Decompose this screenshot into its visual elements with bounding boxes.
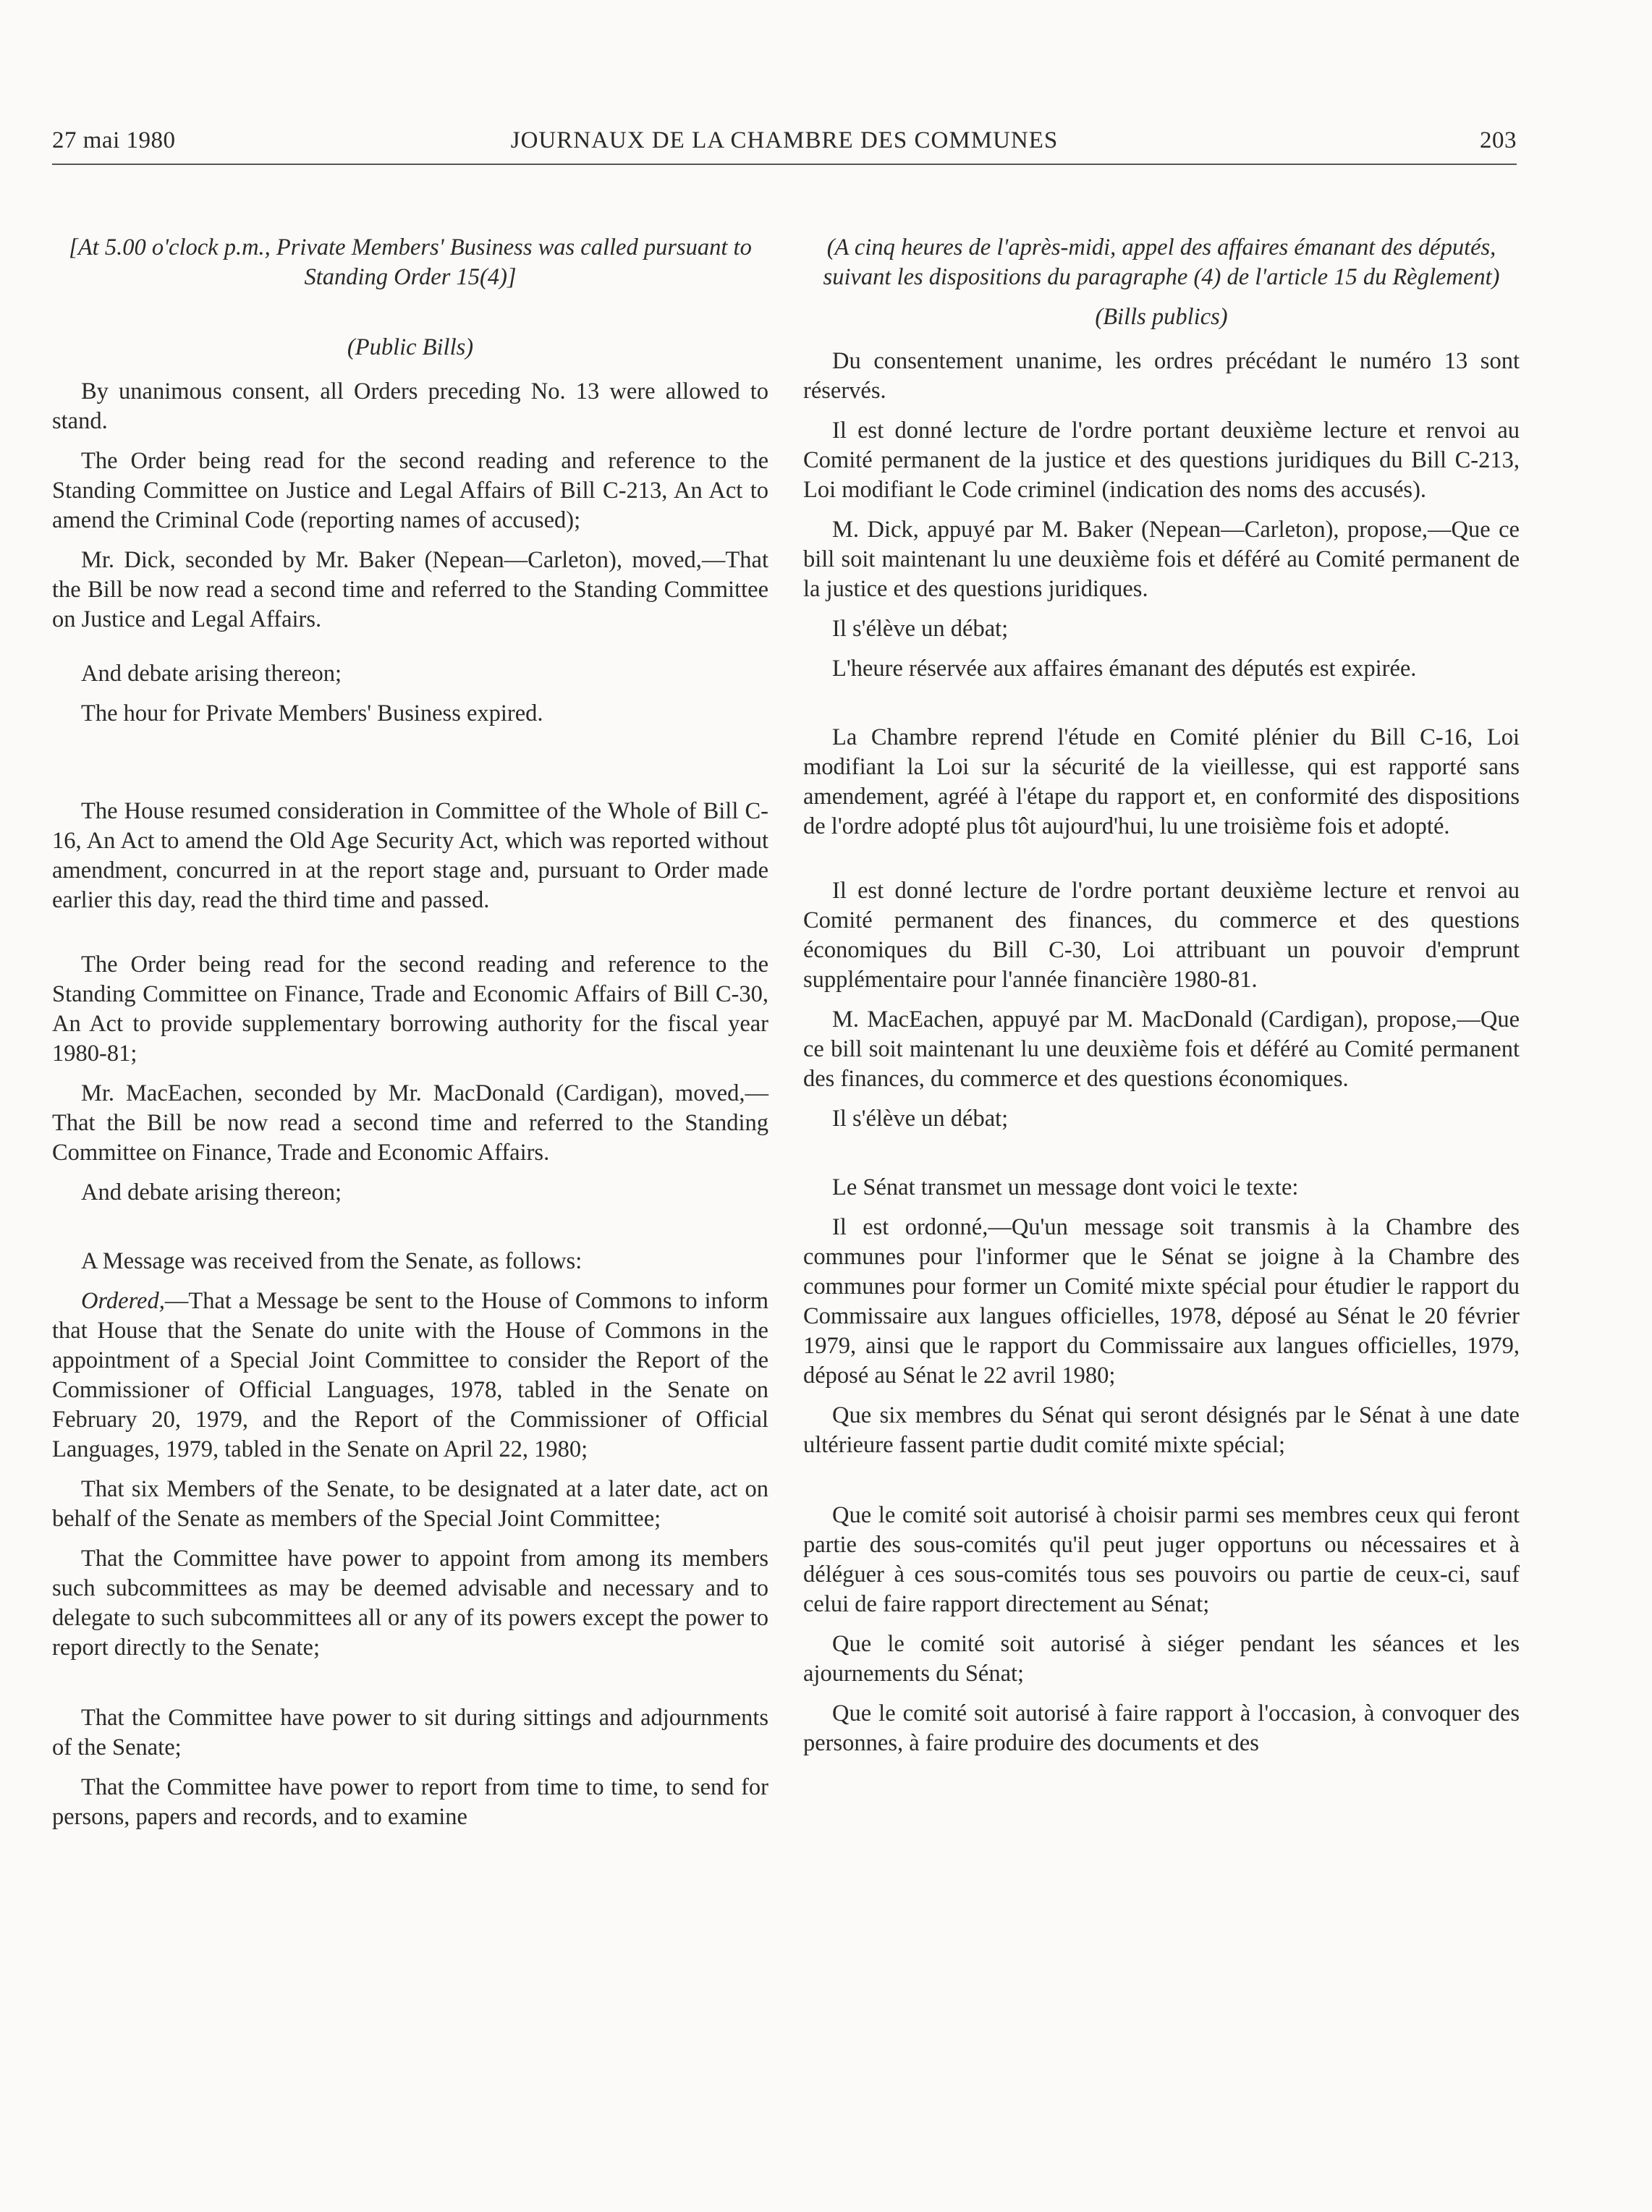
english-column — [52, 233, 768, 1832]
header-rule — [52, 164, 1517, 165]
fr-paragraph: Le Sénat transmet un message dont voici le texte: — [832, 1174, 1299, 1200]
page-number: 203 — [1480, 127, 1517, 153]
en-paragraph: And debate arising thereon; — [81, 661, 342, 687]
en-paragraph: By unanimous consent, all Orders preceding No. 13 were allowed to stand. — [52, 378, 768, 434]
en-subheading: (Public Bills) — [347, 334, 474, 360]
fr-paragraph: Il est donné lecture de l'ordre portant deuxième lecture et renvoi au Comité permanent de la justice et des questions juridiques du Bill C-213, Loi modifiant le Code criminel (indication des noms des accusés). — [803, 418, 1520, 503]
en-paragraph — [52, 1287, 768, 1465]
en-paragraph: That the Committee have power to appoint from among its members such subcommittees as may be deemed advisable and necessary and to delegate to such subcommittees all or any of its powers except the power to report directly to the Senate; — [52, 1546, 768, 1661]
en-paragraph: The hour for Private Members' Business expired. — [81, 700, 543, 726]
fr-paragraph: M. MacEachen, appuyé par M. MacDonald (Cardigan), propose,—Que ce bill soit maintenant lu une deuxième fois et déféré au Comité permanent des finances, du commerce et des questions économiques. — [803, 1007, 1520, 1092]
en-paragraph: The Order being read for the second reading and reference to the Standing Committee on Finance, Trade and Economic Affairs of Bill C-30, An Act to provide supplementary borrowing authority for the fiscal year 1980-81; — [52, 952, 768, 1067]
fr-paragraph: Du consentement unanime, les ordres précédant le numéro 13 sont réservés. — [803, 348, 1520, 404]
fr-paragraph: L'heure réservée aux affaires émanant des députés est expirée. — [832, 656, 1417, 682]
fr-subheading: (Bills publics) — [1095, 304, 1228, 330]
en-paragraph: The Order being read for the second reading and reference to the Standing Committee on Justice and Legal Affairs of Bill C-213, An Act to amend the Criminal Code (reporting names of accused); — [52, 448, 768, 533]
en-heading: [At 5.00 o'clock p.m., Private Members' Business was called pursuant to Standing Order 15(4)] — [69, 234, 752, 290]
fr-heading: (A cinq heures de l'après-midi, appel des affaires émanant des députés, suivant les dispositions du paragraphe (4) de l'article 15 du Règlement) — [823, 234, 1500, 290]
fr-paragraph: La Chambre reprend l'étude en Comité plénier du Bill C-16, Loi modifiant la Loi sur la sécurité de la vieillesse, qui est rapporté sans amendement, agréé à l'étape du rapport et, en conformité des dispositions de l'ordre adopté plus tôt aujourd'hui, lu une troisième fois et adopté. — [803, 724, 1520, 839]
fr-paragraph: Il s'élève un débat; — [832, 1106, 1009, 1132]
page-header — [52, 127, 1517, 161]
en-ordered-text: —That a Message be sent to the House of Commons to inform that House that the Senate do unite with the House of Commons in the appointment of a Special Joint Committee to consider the Report of the Commissioner of Official Languages, 1978, tabled in the Senate on February 20, 1979, and the Report of the Commissioner of Official Languages, 1979, tabled in the Senate on April 22, 1980; — [52, 1288, 768, 1462]
fr-paragraph: Que le comité soit autorisé à choisir parmi ses membres ceux qui feront partie des sous-comités qu'il peut juger opportuns ou nécessaires et à déléguer à ces sous-comités tous ses pouvoirs ou partie de ceux-ci, sauf celui de faire rapport directement au Sénat; — [803, 1502, 1520, 1617]
en-paragraph: That the Committee have power to sit during sittings and adjournments of the Senate; — [52, 1705, 768, 1760]
fr-paragraph: Que six membres du Sénat qui seront désignés par le Sénat à une date ultérieure fassent partie dudit comité mixte spécial; — [803, 1402, 1520, 1458]
header-title: JOURNAUX DE LA CHAMBRE DES COMMUNES — [510, 127, 1059, 153]
en-ordered-lead: Ordered, — [81, 1288, 165, 1314]
fr-paragraph: Il s'élève un débat; — [832, 616, 1009, 642]
en-paragraph: A Message was received from the Senate, as follows: — [81, 1248, 583, 1274]
en-paragraph: Mr. MacEachen, seconded by Mr. MacDonald (Cardigan), moved,—That the Bill be now read a second time and referred to the Standing Committee on Finance, Trade and Economic Affairs. — [52, 1080, 768, 1166]
header-date: 27 mai 1980 — [52, 127, 176, 153]
fr-paragraph: Il est donné lecture de l'ordre portant deuxième lecture et renvoi au Comité permanent des finances, du commerce et des questions économiques du Bill C-30, Loi attribuant un pouvoir d'emprunt supplémentaire pour l'année financière 1980-81. — [803, 878, 1520, 993]
fr-paragraph: Il est ordonné,—Qu'un message soit transmis à la Chambre des communes pour l'informer que le Sénat se joigne à la Chambre des communes pour former un Comité mixte spécial pour étudier le rapport du Commissaire aux langues officielles, 1978, déposé au Sénat le 20 février 1979, ainsi que le rapport du Commissaire aux langues officielles, 1979, déposé au Sénat le 22 avril 1980; — [803, 1214, 1520, 1389]
fr-paragraph: Que le comité soit autorisé à siéger pendant les séances et les ajournements du Sénat; — [803, 1631, 1520, 1687]
fr-paragraph: M. Dick, appuyé par M. Baker (Nepean—Carleton), propose,—Que ce bill soit maintenant lu une deuxième fois et déféré au Comité permanent de la justice et des questions juridiques. — [803, 517, 1520, 602]
en-paragraph: That six Members of the Senate, to be designated at a later date, act on behalf of the Senate as members of the Special Joint Committee; — [52, 1476, 768, 1532]
en-paragraph: The House resumed consideration in Committee of the Whole of Bill C-16, An Act to amend the Old Age Security Act, which was reported without amendment, concurred in at the report stage and, pursuant to Order made earlier this day, read the third time and passed. — [52, 798, 768, 913]
french-column — [803, 233, 1520, 1758]
fr-paragraph: Que le comité soit autorisé à faire rapport à l'occasion, à convoquer des personnes, à faire produire des documents et des — [803, 1700, 1520, 1756]
en-paragraph: And debate arising thereon; — [81, 1179, 342, 1205]
en-paragraph: Mr. Dick, seconded by Mr. Baker (Nepean—Carleton), moved,—That the Bill be now read a second time and referred to the Standing Committee on Justice and Legal Affairs. — [52, 547, 768, 632]
en-paragraph: That the Committee have power to report from time to time, to send for persons, papers and records, and to examine — [52, 1774, 768, 1830]
